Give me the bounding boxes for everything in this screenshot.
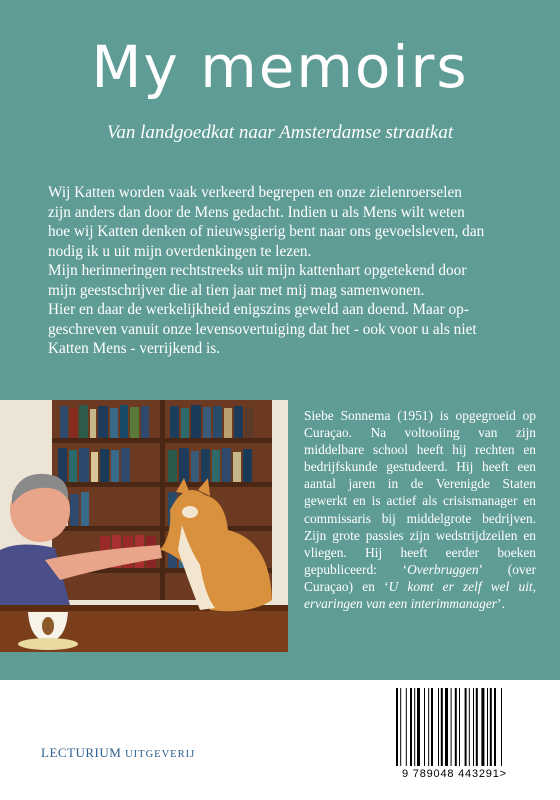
intro-line: Mijn herinneringen rechtstreeks uit mijn kattenhart opgetekend door	[48, 262, 467, 279]
intro-text	[48, 183, 518, 359]
barcode-bar	[481, 688, 484, 766]
barcode-bar	[438, 688, 439, 766]
intro-line: Katten Mens - verrijkend is.	[48, 340, 221, 357]
publisher-name: LECTURIUM	[41, 745, 122, 760]
barcode-bar	[445, 688, 448, 766]
barcode-bar	[459, 688, 460, 766]
intro-line: nodig ik u uit mijn overdenkingen te lezen.	[48, 242, 312, 260]
barcode-bar	[424, 688, 425, 766]
barcode-bar	[414, 688, 415, 766]
barcode-bar	[476, 688, 478, 766]
author-with-cat-illustration	[0, 400, 288, 652]
barcode-bar	[490, 688, 492, 766]
barcode-bar	[494, 688, 496, 766]
barcode-bar	[410, 688, 412, 766]
barcode-bar	[396, 688, 398, 766]
barcode-bar	[501, 688, 502, 766]
barcode-bar	[487, 688, 488, 766]
barcode-bar	[400, 688, 401, 766]
intro-line: hoe wij Katten denken of nieuwsgierig bent naar ons gevoelsleven, dan	[48, 223, 485, 240]
intro-line: geschreven vanuit onze levensovertuiging dat het - ook voor u als niet	[48, 320, 477, 338]
book-title-interimmanager: U komt er zelf wel uit, ervaringen van een interimmanager	[304, 578, 537, 612]
barcode-bar	[406, 688, 407, 766]
barcode-bar	[428, 688, 429, 766]
barcode-bar	[473, 688, 474, 766]
intro-line: Wij Katten worden vaak verkeerd begrepen en onze zielenroerselen	[48, 184, 462, 201]
barcode-bar	[441, 688, 443, 766]
publisher-logo	[41, 745, 195, 761]
intro-line: Hier en daar de werkelijkheid enigszins geweld aan doend. Maar op-	[48, 301, 469, 318]
intro-line: mijn geestschrijver die al tien jaar met mij mag samenwonen.	[48, 281, 425, 299]
book-title-overbruggen: Overbruggen	[407, 561, 479, 577]
barcode-bar	[417, 688, 420, 766]
barcode-bar	[451, 688, 452, 766]
book-title: My memoirs	[91, 33, 469, 101]
barcode-bar	[455, 688, 457, 766]
intro-line: zijn anders dan door de Mens gedacht. Indien u als Mens wilt weten	[48, 203, 465, 221]
isbn-arrow: >	[499, 768, 507, 780]
book-subtitle: Van landgoedkat naar Amsterdamse straatkat	[106, 122, 454, 143]
barcode-bar	[465, 688, 467, 766]
publisher-suffix: UITGEVERIJ	[125, 749, 196, 760]
book-note: (over Curaçao) en	[304, 561, 536, 594]
barcode-bar	[431, 688, 433, 766]
bio-text: Siebe Sonnema (1951) is opgegroeid op Curaçao. Na voltooiing van zijn middelbare school heeft hij rechten en bedrijfskunde gestudeerd. Hij heeft een aantal jaren in de Verenigde Staten gewerkt en is actief als crisismanager en commissaris bij middelgrote bedrijven. Zijn grote passies zijn wedstrijdzeilen en vliegen. Hij heeft eerder boeken gepubliceerd:	[304, 408, 536, 577]
author-photo	[0, 400, 288, 652]
isbn-number	[402, 768, 507, 780]
isbn-digits: 9 789048 443291	[402, 768, 500, 780]
isbn-barcode	[396, 688, 534, 768]
barcode-bar	[469, 688, 470, 766]
author-bio: Siebe Sonnema (1951) is opgegroeid op Curaçao. Na voltooiing van zijn middelbare school heeft hij rechten en bedrijfskunde gestudeerd. Hij heeft een aantal jaren in de Verenigde Staten gewerkt en is actief als crisismanager en commissaris bij middelgrote bedrijven. Zijn grote passies zijn wedstrijdzeilen en vliegen. Hij heeft eerder boeken gepubliceerd: ‘Overbruggen’ (over Curaçao) en ‘U komt er zelf wel uit, ervaringen van een interimmanager’.	[304, 408, 537, 612]
